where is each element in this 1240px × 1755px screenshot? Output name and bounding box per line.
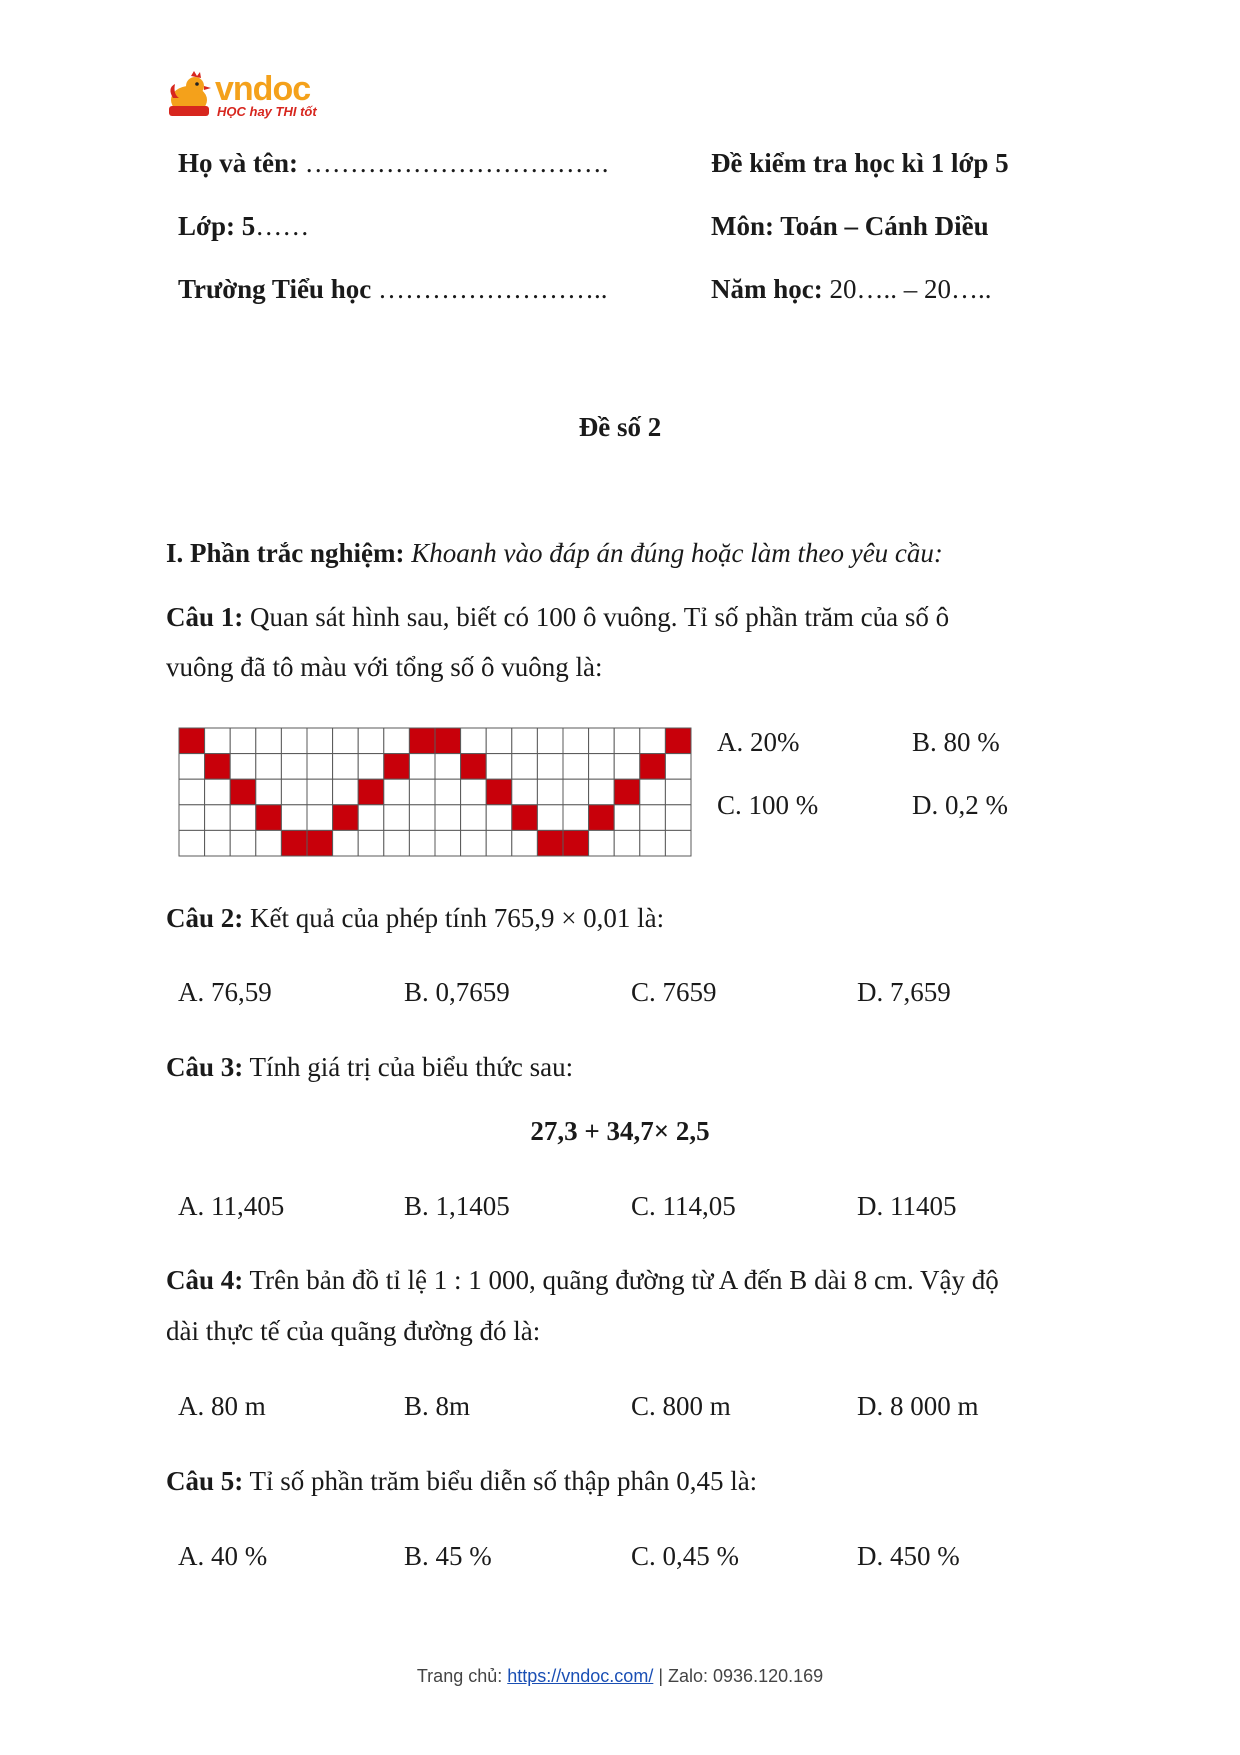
grid-cell	[179, 779, 205, 805]
q3-option-a[interactable]: A. 11,405	[178, 1191, 285, 1221]
grid-cell	[230, 728, 256, 754]
grid-cell-shaded	[589, 805, 615, 831]
grid-cell	[537, 728, 563, 754]
grid-cell	[486, 728, 512, 754]
grid-cell-shaded	[384, 754, 410, 780]
question-4: Câu 4: Trên bản đồ tỉ lệ 1 : 1 000, quãng đường từ A đến B dài 8 cm. Vậy độ	[166, 1265, 999, 1295]
grid-cell-shaded	[358, 779, 384, 805]
grid-cell-shaded	[205, 754, 231, 780]
q3-expression: 27,3 + 34,7× 2,5	[530, 1116, 710, 1146]
question-5: Câu 5: Tỉ số phần trăm biểu diễn số thập phân 0,45 là:	[166, 1466, 758, 1496]
grid-cell-shaded	[409, 728, 435, 754]
grid-cell	[358, 830, 384, 856]
grid-cell	[461, 805, 487, 831]
grid-cell	[563, 805, 589, 831]
grid-cell	[563, 779, 589, 805]
q1-option-b[interactable]: B. 80 %	[912, 727, 1000, 757]
question-2: Câu 2: Kết quả của phép tính 765,9 × 0,01 là:	[166, 903, 665, 933]
q1-option-c[interactable]: C. 100 %	[717, 790, 819, 820]
grid-cell	[563, 728, 589, 754]
grid-cell-shaded	[512, 805, 538, 831]
grid-cell-shaded	[486, 779, 512, 805]
grid-cell	[333, 830, 359, 856]
grid-cell	[665, 779, 691, 805]
grid-cell	[409, 779, 435, 805]
q2-option-d[interactable]: D. 7,659	[857, 977, 951, 1007]
grid-cell	[307, 805, 333, 831]
question-1-cont: vuông đã tô màu với tổng số ô vuông là:	[166, 652, 603, 682]
grid-cell	[435, 805, 461, 831]
grid-cell	[230, 805, 256, 831]
grid-cell	[384, 830, 410, 856]
grid-cell	[461, 779, 487, 805]
grid-cell-shaded	[307, 830, 333, 856]
q4-option-c[interactable]: C. 800 m	[631, 1391, 731, 1421]
q4-option-a[interactable]: A. 80 m	[178, 1391, 266, 1421]
school-line: Trường Tiểu học ……………………..	[178, 274, 608, 304]
grid-cell	[614, 754, 640, 780]
grid-cell	[589, 779, 615, 805]
grid-cell	[179, 805, 205, 831]
grid-cell-shaded	[665, 728, 691, 754]
grid-cell	[281, 728, 307, 754]
grid-cell	[281, 779, 307, 805]
grid-cell	[512, 830, 538, 856]
grid-cell	[307, 754, 333, 780]
grid-cell	[409, 754, 435, 780]
school-year-line: Năm học: 20….. – 20…..	[711, 274, 992, 304]
grid-cell	[614, 728, 640, 754]
grid-cell	[358, 754, 384, 780]
grid-cell	[589, 728, 615, 754]
grid-cell	[230, 754, 256, 780]
subject-line: Môn: Toán – Cánh Diều	[711, 211, 989, 241]
grid-cell	[665, 830, 691, 856]
q4-option-b[interactable]: B. 8m	[404, 1391, 471, 1421]
grid-cell-shaded	[640, 754, 666, 780]
grid-cell-shaded	[461, 754, 487, 780]
q3-option-d[interactable]: D. 11405	[857, 1191, 957, 1221]
grid-cell-shaded	[537, 830, 563, 856]
question-3: Câu 3: Tính giá trị của biểu thức sau:	[166, 1052, 574, 1082]
homepage-link[interactable]: https://vndoc.com/	[507, 1666, 654, 1686]
grid-cell	[563, 754, 589, 780]
grid-cell	[333, 728, 359, 754]
q1-option-a[interactable]: A. 20%	[717, 727, 800, 757]
grid-cell	[333, 754, 359, 780]
logo	[165, 70, 325, 122]
grid-cell	[358, 805, 384, 831]
q5-option-d[interactable]: D. 450 %	[857, 1541, 960, 1571]
grid-cell	[179, 830, 205, 856]
grid-cell	[589, 830, 615, 856]
grid-cell-shaded	[256, 805, 282, 831]
grid-cell	[486, 805, 512, 831]
grid-cell	[589, 754, 615, 780]
question-1: Câu 1: Quan sát hình sau, biết có 100 ô vuông. Tỉ số phần trăm của số ô	[166, 602, 950, 632]
grid-cell	[205, 830, 231, 856]
grid-cell	[281, 805, 307, 831]
grid-cell	[537, 754, 563, 780]
grid-cell	[384, 805, 410, 831]
q5-option-b[interactable]: B. 45 %	[404, 1541, 492, 1571]
grid-cell	[384, 728, 410, 754]
q5-option-c[interactable]: C. 0,45 %	[631, 1541, 739, 1571]
grid-cell	[205, 805, 231, 831]
grid-cell	[665, 754, 691, 780]
grid-cell	[461, 830, 487, 856]
question-4-cont: dài thực tế của quãng đường đó là:	[166, 1316, 541, 1346]
grid-cell	[281, 754, 307, 780]
grid-cell	[435, 830, 461, 856]
grid-cell	[435, 779, 461, 805]
grid-cell	[256, 830, 282, 856]
section-heading: I. Phần trắc nghiệm: Khoanh vào đáp án đúng hoặc làm theo yêu cầu:	[166, 538, 943, 568]
q3-option-b[interactable]: B. 1,1405	[404, 1191, 510, 1221]
exam-title-line: Đề kiểm tra học kì 1 lớp 5	[711, 148, 1009, 178]
grid-cell	[256, 754, 282, 780]
page-title: Đề số 2	[578, 412, 662, 442]
class-line: Lớp: 5……	[178, 211, 310, 241]
q1-option-d[interactable]: D. 0,2 %	[912, 790, 1008, 820]
student-name-line: Họ và tên: …………………………….	[178, 148, 609, 178]
grid-cell	[384, 779, 410, 805]
grid-cell	[640, 830, 666, 856]
grid-cell-shaded	[563, 830, 589, 856]
grid-cell	[640, 779, 666, 805]
q2-option-c[interactable]: C. 7659	[631, 977, 717, 1007]
grid-cell	[461, 728, 487, 754]
grid-cell	[307, 728, 333, 754]
grid-cell	[409, 805, 435, 831]
grid-cell	[230, 830, 256, 856]
rooster-mascot-icon	[165, 70, 213, 120]
grid-cell-shaded	[614, 779, 640, 805]
grid-cell	[256, 779, 282, 805]
shaded-grid-figure	[178, 727, 694, 860]
grid-cell	[614, 830, 640, 856]
grid-cell-shaded	[281, 830, 307, 856]
grid-cell	[409, 830, 435, 856]
grid-cell-shaded	[230, 779, 256, 805]
grid-cell	[486, 754, 512, 780]
grid-cell	[333, 779, 359, 805]
q4-option-d[interactable]: D. 8 000 m	[857, 1391, 979, 1421]
grid-cell	[537, 779, 563, 805]
grid-cell	[614, 805, 640, 831]
grid-cell	[358, 728, 384, 754]
logo-wordmark: vndoc	[215, 70, 311, 108]
grid-cell	[512, 728, 538, 754]
grid-cell	[307, 779, 333, 805]
q5-option-a[interactable]: A. 40 %	[178, 1541, 268, 1571]
grid-cell	[435, 754, 461, 780]
q3-option-c[interactable]: C. 114,05	[631, 1191, 736, 1221]
grid-cell	[179, 754, 205, 780]
grid-cell	[512, 779, 538, 805]
grid-cell-shaded	[435, 728, 461, 754]
q2-option-b[interactable]: B. 0,7659	[404, 977, 510, 1007]
q2-option-a[interactable]: A. 76,59	[178, 977, 272, 1007]
grid-cell	[665, 805, 691, 831]
grid-cell-shaded	[179, 728, 205, 754]
page-footer: Trang chủ: https://vndoc.com/ | Zalo: 0936.120.169	[416, 1666, 824, 1686]
grid-cell	[256, 728, 282, 754]
grid-cell	[205, 728, 231, 754]
grid-cell	[640, 728, 666, 754]
grid-cell	[640, 805, 666, 831]
grid-cell-shaded	[333, 805, 359, 831]
logo-tagline: HỌC hay THI tốt	[217, 104, 317, 119]
grid-cell	[205, 779, 231, 805]
grid-cell	[486, 830, 512, 856]
grid-cell	[512, 754, 538, 780]
grid-cell	[537, 805, 563, 831]
